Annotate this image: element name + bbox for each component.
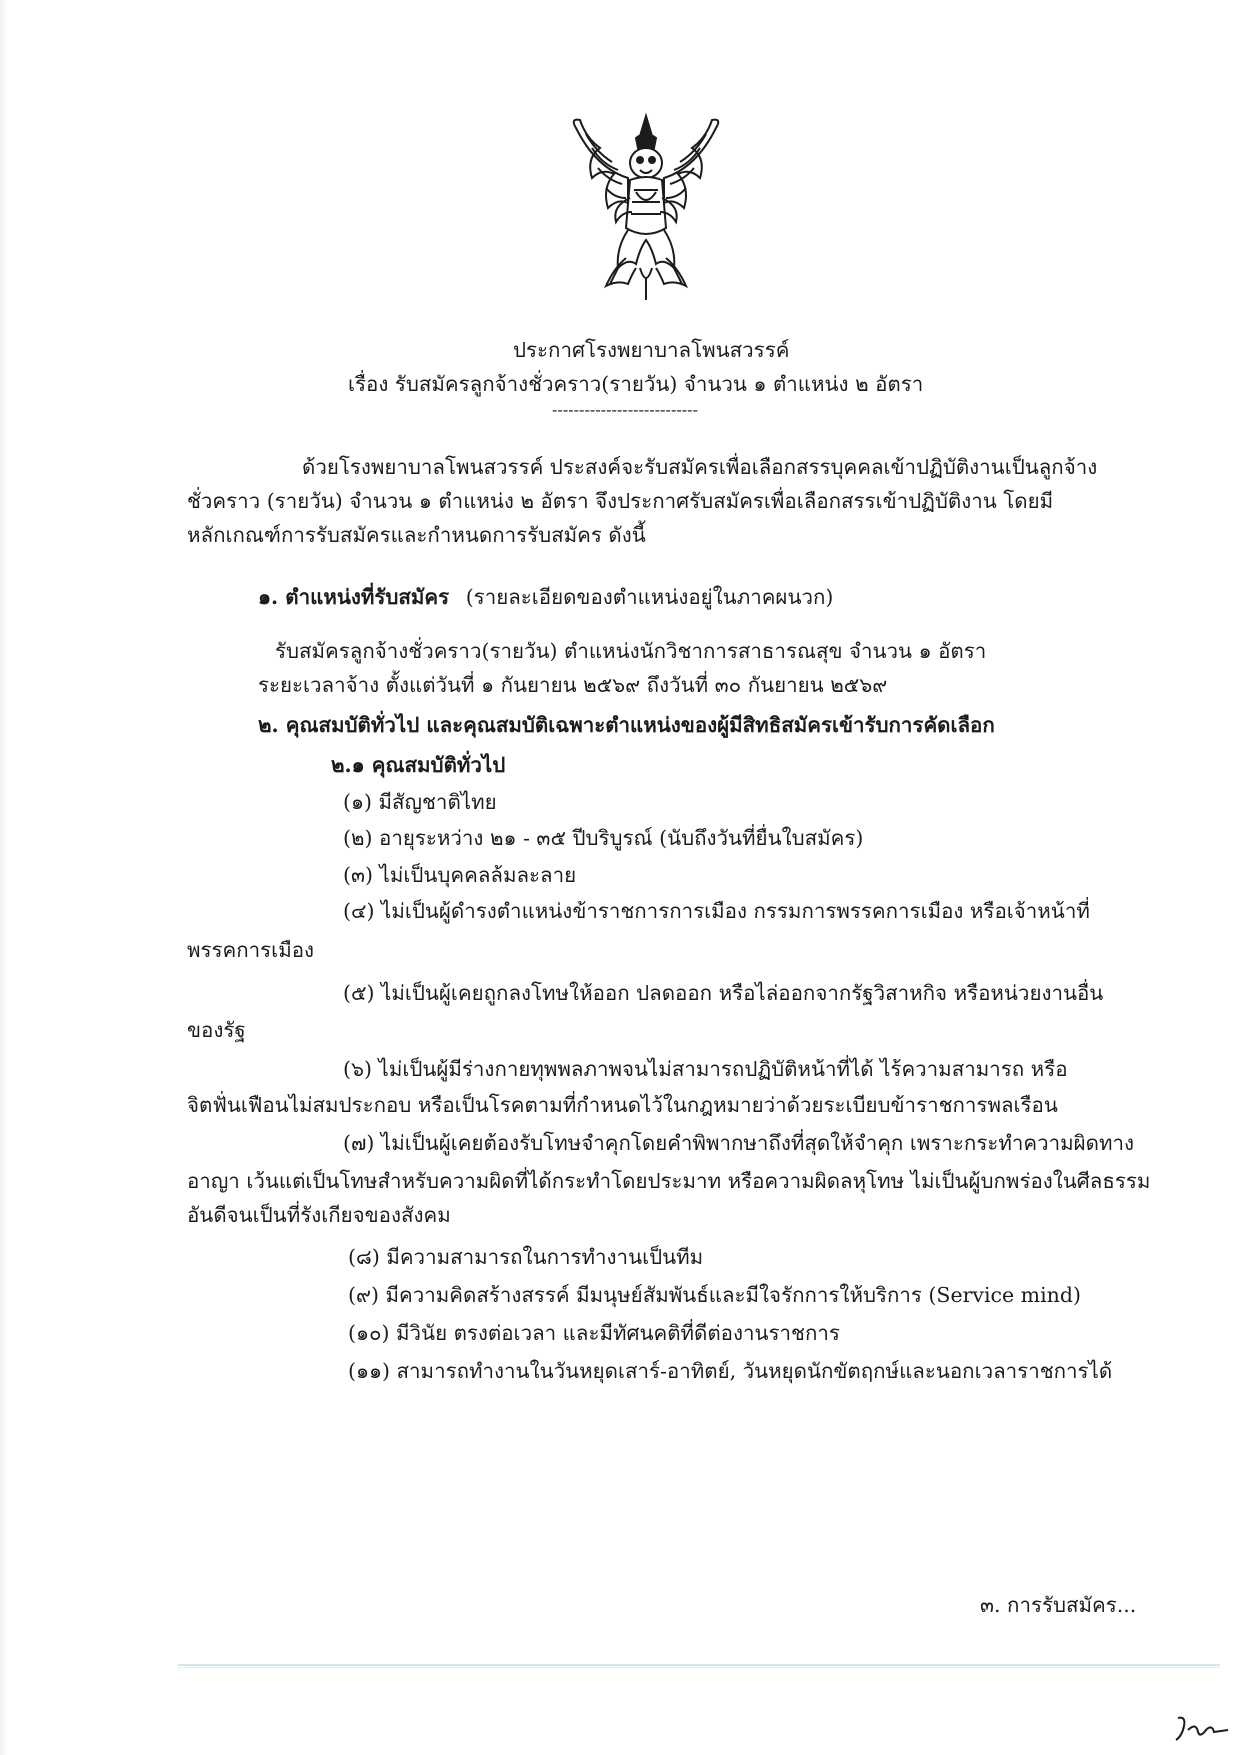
qualification-item-9: (๙) มีความคิดสร้างสรรค์ มีมนุษย์สัมพันธ์และมีใจรักการให้บริการ (Service mind) [348, 1283, 1081, 1307]
section-1-note: (รายละเอียดของตำแหน่งอยู่ในภาคผนวก) [465, 585, 834, 609]
bottom-rule [178, 1664, 1220, 1666]
section-1-heading: ๑. ตำแหน่งที่รับสมัคร [258, 585, 450, 609]
qualification-item-7: (๗) ไม่เป็นผู้เคยต้องรับโทษจำคุกโดยคำพิพากษาถึงที่สุดให้จำคุก เพราะกระทำความผิดทาง [343, 1131, 1134, 1155]
section-1-heading-row [258, 582, 833, 612]
qualification-item-8: (๘) มีความสามารถในการทำงานเป็นทีม [348, 1245, 704, 1269]
garuda-emblem-icon [556, 108, 736, 308]
qualification-item-4-cont: พรรคการเมือง [187, 938, 315, 962]
qualification-item-7-cont-1: อาญา เว้นแต่เป็นโทษสำหรับความผิดที่ได้กระทำโดยประมาท หรือความผิดลหุโทษ ไม่เป็นผู้บกพร่องในศีลธรรม [187, 1169, 1151, 1193]
intro-line-1: ด้วยโรงพยาบาลโพนสวรรค์ ประสงค์จะรับสมัครเพื่อเลือกสรรบุคคลเข้าปฏิบัติงานเป็นลูกจ้าง [302, 455, 1098, 479]
qualification-item-11: (๑๑) สามารถทำงานในวันหยุดเสาร์-อาทิตย์, วันหยุดนักขัตฤกษ์และนอกเวลาราชการได้ [348, 1359, 1113, 1383]
qualification-item-5-cont: ของรัฐ [187, 1018, 246, 1042]
qualification-item-6: (๖) ไม่เป็นผู้มีร่างกายทุพพลภาพจนไม่สามารถปฏิบัติหน้าที่ได้ ไร้ความสามารถ หรือ [343, 1057, 1068, 1081]
qualification-item-10: (๑๐) มีวินัย ตรงต่อเวลา และมีทัศนคติที่ดีต่องานราชการ [348, 1321, 840, 1345]
qualification-item-2: (๒) อายุระหว่าง ๒๑ - ๓๕ ปีบริบูรณ์ (นับถึงวันที่ยื่นใบสมัคร) [343, 826, 864, 850]
qualification-item-5: (๕) ไม่เป็นผู้เคยถูกลงโทษให้ออก ปลดออก หรือไล่ออกจากรัฐวิสาหกิจ หรือหน่วยงานอื่น [343, 981, 1104, 1005]
announcement-title: ประกาศโรงพยาบาลโพนสวรรค์ [513, 338, 790, 362]
qualification-item-3: (๓) ไม่เป็นบุคคลล้มละลาย [343, 863, 577, 887]
section-2-heading: ๒. คุณสมบัติทั่วไป และคุณสมบัติเฉพาะตำแหน่งของผู้มีสิทธิสมัครเข้ารับการคัดเลือก [258, 713, 995, 737]
announcement-subject: เรื่อง รับสมัครลูกจ้างชั่วคราว(รายวัน) จำนวน ๑ ตำแหน่ง ๒ อัตรา [348, 372, 924, 396]
qualification-item-7-cont-2: อันดีจนเป็นที่รังเกียจของสังคม [187, 1203, 451, 1227]
title-separator: --------------------------- [552, 400, 698, 419]
qualification-item-4: (๔) ไม่เป็นผู้ดำรงตำแหน่งข้าราชการการเมือง กรรมการพรรคการเมือง หรือเจ้าหน้าที่ [343, 899, 1090, 923]
qualification-item-1: (๑) มีสัญชาติไทย [343, 790, 497, 814]
page-continuation: ๓. การรับสมัคร... [980, 1593, 1137, 1617]
section-1-line-2: ระยะเวลาจ้าง ตั้งแต่วันที่ ๑ กันยายน ๒๕๖๙ ถึงวันที่ ๓๐ กันยายน ๒๕๖๙ [258, 673, 888, 697]
intro-line-2: ชั่วคราว (รายวัน) จำนวน ๑ ตำแหน่ง ๒ อัตรา จึงประกาศรับสมัครเพื่อเลือกสรรเข้าปฏิบัติงาน โดยมี [187, 489, 1054, 513]
qualification-item-6-cont: จิตฟั่นเฟือนไม่สมประกอบ หรือเป็นโรคตามที่กำหนดไว้ในกฎหมายว่าด้วยระเบียบข้าราชการพลเรือน [187, 1093, 1058, 1117]
scan-edge [0, 0, 8, 1755]
initials-signature-icon [1172, 1712, 1232, 1748]
bottom-rule-shadow [178, 1667, 1220, 1668]
section-2-1-heading: ๒.๑ คุณสมบัติทั่วไป [331, 753, 506, 777]
section-1-line-1: รับสมัครลูกจ้างชั่วคราว(รายวัน) ตำแหน่งนักวิชาการสาธารณสุข จำนวน ๑ อัตรา [275, 639, 987, 663]
intro-line-3: หลักเกณฑ์การรับสมัครและกำหนดการรับสมัคร ดังนี้ [187, 523, 646, 547]
